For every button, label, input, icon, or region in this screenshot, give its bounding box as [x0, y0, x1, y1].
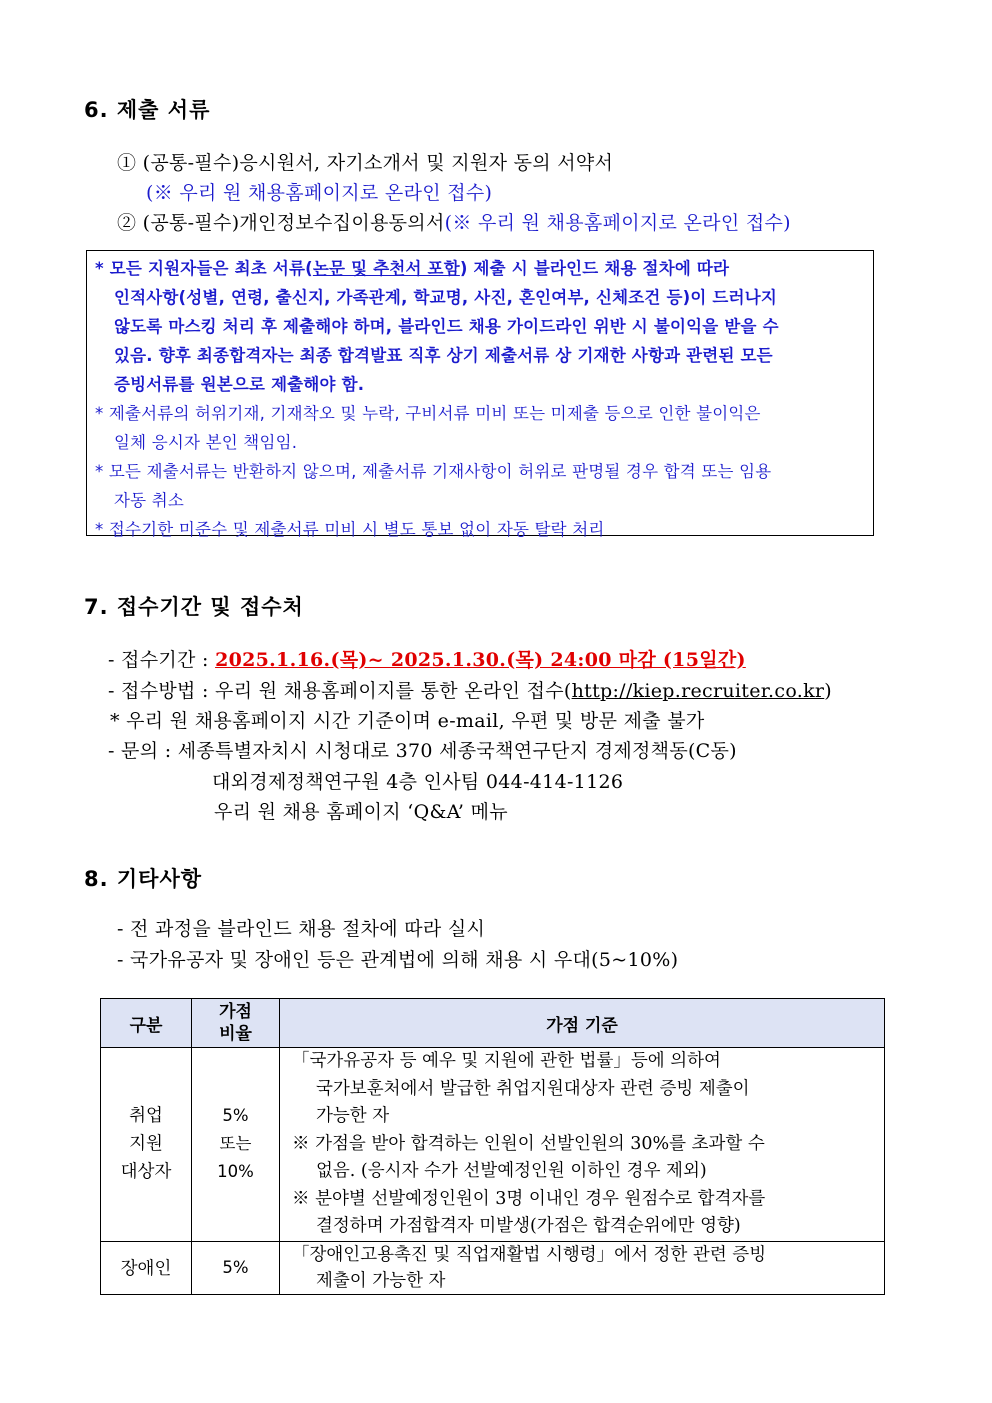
notice-bullet3-line1: * 모든 제출서류는 반환하지 않으며, 제출서류 기재사항이 허위로 판명될 경우 합격 또는 임용 — [95, 462, 772, 481]
row1-category: 취업 지원 대상자 — [101, 1048, 192, 1242]
notice-bullet2-line1: * 제출서류의 허위기재, 기재착오 및 누락, 구비서류 미비 또는 미제출 등으로 인한 불이익은 — [95, 404, 761, 423]
section7-heading: 7. 접수기간 및 접수처 — [84, 595, 304, 619]
header-category: 구분 — [101, 999, 192, 1048]
inquiry-line1: - 문의 : 세종특별자치시 시청대로 370 세종국책연구단지 경제정책동(C동) — [108, 740, 737, 762]
inquiry-line2: 대외경제정책연구원 4층 인사팀 044-414-1126 — [212, 771, 624, 793]
inquiry-line3: 우리 원 채용 홈페이지 ‘Q&A’ 메뉴 — [214, 801, 508, 823]
section6-item2-note: (※ 우리 원 채용홈페이지로 온라인 접수) — [444, 212, 791, 234]
table-header-row — [101, 999, 885, 1048]
receipt-method-label: - 접수방법 : 우리 원 채용홈페이지를 통한 온라인 접수( — [108, 680, 572, 702]
notice-bullet1-line3: 않도록 마스킹 처리 후 제출해야 하며, 블라인드 채용 가이드라인 위반 시 불이익을 받을 수 — [114, 317, 779, 336]
notice-bullet1-line5: 증빙서류를 원본으로 제출해야 함. — [114, 375, 365, 394]
row1-ratio: 5% 또는 10% — [192, 1048, 280, 1242]
section6-item2 — [117, 208, 791, 235]
notice-bullet4-line1: * 접수기한 미준수 및 제출서류 미비 시 별도 통보 없이 자동 탈락 처리 — [95, 520, 605, 539]
notice-bullet3-line2: 자동 취소 — [114, 491, 185, 510]
header-ratio: 가점 비율 — [192, 999, 280, 1048]
section8-item2: - 국가유공자 및 장애인 등은 관계법에 의해 채용 시 우대(5~10%) — [117, 949, 679, 971]
row2-criteria: 「장애인고용촉진 및 직업재활법 시행령」에서 정한 관련 증빙 제출이 가능한 자 — [280, 1241, 885, 1294]
section6-heading: 6. 제출 서류 — [84, 98, 211, 122]
section6-item1: ① (공통-필수)응시원서, 자기소개서 및 지원자 동의 서약서 — [117, 152, 614, 174]
row2-ratio: 5% — [192, 1241, 280, 1294]
receipt-period — [108, 645, 746, 672]
receipt-method-note: * 우리 원 채용홈페이지 시간 기준이며 e-mail, 우편 및 방문 제출 불가 — [110, 710, 705, 732]
receipt-method: - 접수방법 : 우리 원 채용홈페이지를 통한 온라인 접수(http://kiep.recruiter.co.kr) — [108, 680, 832, 702]
receipt-period-label: - 접수기간 : — [108, 649, 216, 671]
header-criteria: 가점 기준 — [280, 999, 885, 1048]
section8-heading: 8. 기타사항 — [84, 867, 203, 891]
table-row — [101, 1048, 885, 1242]
notice-bullet1-line4: 있음. 향후 최종합격자는 최종 합격발표 직후 상기 제출서류 상 기재한 사항과 관련된 모든 — [114, 346, 773, 365]
notice-box — [86, 250, 874, 539]
notice-bullet2-line2: 일체 응시자 본인 책임임. — [114, 433, 298, 452]
section6-item1-note: (※ 우리 원 채용홈페이지로 온라인 접수) — [146, 182, 493, 204]
bonus-point-table — [100, 998, 885, 1295]
notice-bullet1-line2: 인적사항(성별, 연령, 출신지, 가족관계, 학교명, 사진, 혼인여부, 신체조건 등)이 드러나지 — [114, 288, 777, 307]
row2-category: 장애인 — [101, 1241, 192, 1294]
section6-item2-prefix: ② (공통-필수)개인정보수집이용동의서 — [117, 212, 445, 234]
row1-criteria: 「국가유공자 등 예우 및 지원에 관한 법률」등에 의하여 국가보훈처에서 발급한 취업지원대상자 관련 증빙 제출이 가능한 자 ※ 가점을 받아 합격하는 인원이 선발인원의 30%를 초과할 수 없음. (응시자 수가 선발예정인원 이하인 경우 제외) ※ 분야별 선발예정인원이 3명 이내인 경우 원점수로 합격자를 결정하며 가점합격자 미발생(가점은 합격순위에만 영향) — [280, 1048, 885, 1242]
receipt-period-value: 2025.1.16.(목)~ 2025.1.30.(목) 24:00 마감 (15일간) — [215, 649, 746, 671]
section8-item1: - 전 과정을 블라인드 채용 절차에 따라 실시 — [117, 918, 486, 940]
table-row — [101, 1241, 885, 1294]
recruit-site-link[interactable]: http://kiep.recruiter.co.kr — [571, 680, 825, 702]
notice-bullet1-line1: * 모든 지원자들은 최초 서류(논문 및 추천서 포함) 제출 시 블라인드 채용 절차에 따라 — [95, 259, 730, 278]
